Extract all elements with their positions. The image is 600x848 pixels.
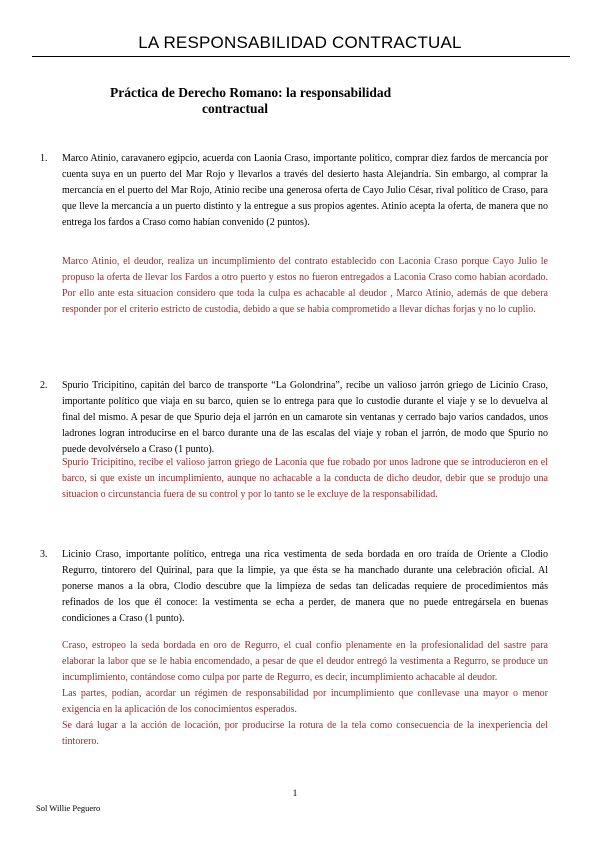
header-divider bbox=[32, 56, 570, 57]
question-text-3: Licinio Craso, importante político, entrega una rica vestimenta de seda bordada en oro traída de Oriente a Clodio Regurro, tintorero del Quirinal, para que la limpie, ya que ésta se ha manchado durante una celebración oficial. Al ponerse manos a la obra, Clodio descubre que la limpieza de sedas tan delicadas requiere de procedimientos más refinados de los que él conoce: la vestimenta se echa a perder, de manera que no puede entregársela en buenas condiciones a Craso (1 punto). bbox=[62, 549, 548, 624]
question-item-2 bbox=[40, 378, 548, 458]
page-number: 1 bbox=[292, 789, 298, 799]
running-header-title: LA RESPONSABILIDAD CONTRACTUAL bbox=[138, 33, 462, 52]
question-item-3 bbox=[40, 547, 548, 627]
footer-author: Sol Willie Peguero bbox=[36, 803, 101, 813]
answer-paragraph-3-3: Se dará lugar a la acción de locación, por producirse la rotura de la tela como consecuencia de la inexperiencia del tintorero. bbox=[62, 720, 548, 747]
answer-paragraph-3-2: Las partes, podían, acordar un régimen de responsabilidad por incumplimiento que conllevase una mayor o menor exigencia en la aplicación de los conocimientos esperados. bbox=[62, 688, 548, 715]
question-number-3: 3. bbox=[40, 549, 48, 560]
answer-block-3 bbox=[62, 638, 548, 750]
answer-paragraph-2-1: Spurio Tricipitino, recibe el valioso jarron griego de Laconia que fue robado por unos ladrone que se introducieron en el barco, si que existe un incumplimiento, aunque no achacable a la conducta de dicho deudor, debir que se produjo una situacion o circunstancia fuera de su control y por lo tanto se le excluye de la responsabilidad. bbox=[62, 457, 548, 500]
answer-block-2 bbox=[62, 455, 548, 503]
answer-paragraph-3-1: Craso, estropeo la seda bordada en oro de Regurro, el cual confio plenamente en la profesionalidad del sastre para elaborar la labor que se le habia encomendado, a pesar de que el deudor entregó la vestimenta a Regurro, se produce un incumplimiento, contándose como culpa por parte de Regurro, es decir, incumplimiento achacable al deudor. bbox=[62, 640, 548, 683]
question-item-1 bbox=[40, 151, 548, 231]
question-number-1: 1. bbox=[40, 153, 48, 164]
question-text-1: Marco Atinio, caravanero egipcio, acuerda con Laonia Craso, importante político, comprar diez fardos de mercancía por cuenta suya en un puerto del Mar Rojo y llevarlos a través del desierto hasta Alejandría. Sin embargo, al comprar la mercancía en el puerto del Mar Rojo, Atinio recibe una generosa oferta de Cayo Julio César, rival político de Craso, para que lleve la mercancía a un puerto distinto y la entregue a sus propios agentes. Atinio acepta la oferta, de manera que no entrega los fardos a Craso como habían convenido (2 puntos). bbox=[62, 153, 548, 228]
answer-block-1 bbox=[62, 254, 548, 318]
question-text-2: Spurio Tricipitino, capitán del barco de transporte “La Golondrina”, recibe un valioso jarrón griego de Licinio Craso, importante político que viaja en su barco, quien se lo entrega para que lo custodie durante el viaje y se lo devuelva al final del mismo. A pesar de que Spurio deja el jarrón en un camarote sin ventanas y cerrado bajo varios candados, unos ladrones logran introducirse en el barco durante una de las escalas del viaje y roban el jarrón, de modo que Spurio no puede devolvérselo a Craso (1 punto). bbox=[62, 380, 548, 455]
document-title-line-1: Práctica de Derecho Romano: la responsabilidad bbox=[110, 85, 392, 100]
document-title bbox=[110, 85, 500, 117]
document-title-line-2: contractual bbox=[202, 101, 268, 116]
question-number-2: 2. bbox=[40, 380, 48, 391]
answer-paragraph-1-1: Marco Atinio, el deudor, realiza un incumplimiento del contrato establecido con Laconia Craso porque Cayo Julio le propuso la oferta de llevar los Fardos a otro puerto y estos no fueron entregados a Laconia Craso como habian acordado. Por ello ante esta situacion considero que toda la culpa es achacable al deudor , Marco Atinio, además de que debera responder por el criterio estricto de custodia, debido a que se habia comprometido a llevar dichas forjas y no lo cuplio. bbox=[62, 256, 548, 315]
